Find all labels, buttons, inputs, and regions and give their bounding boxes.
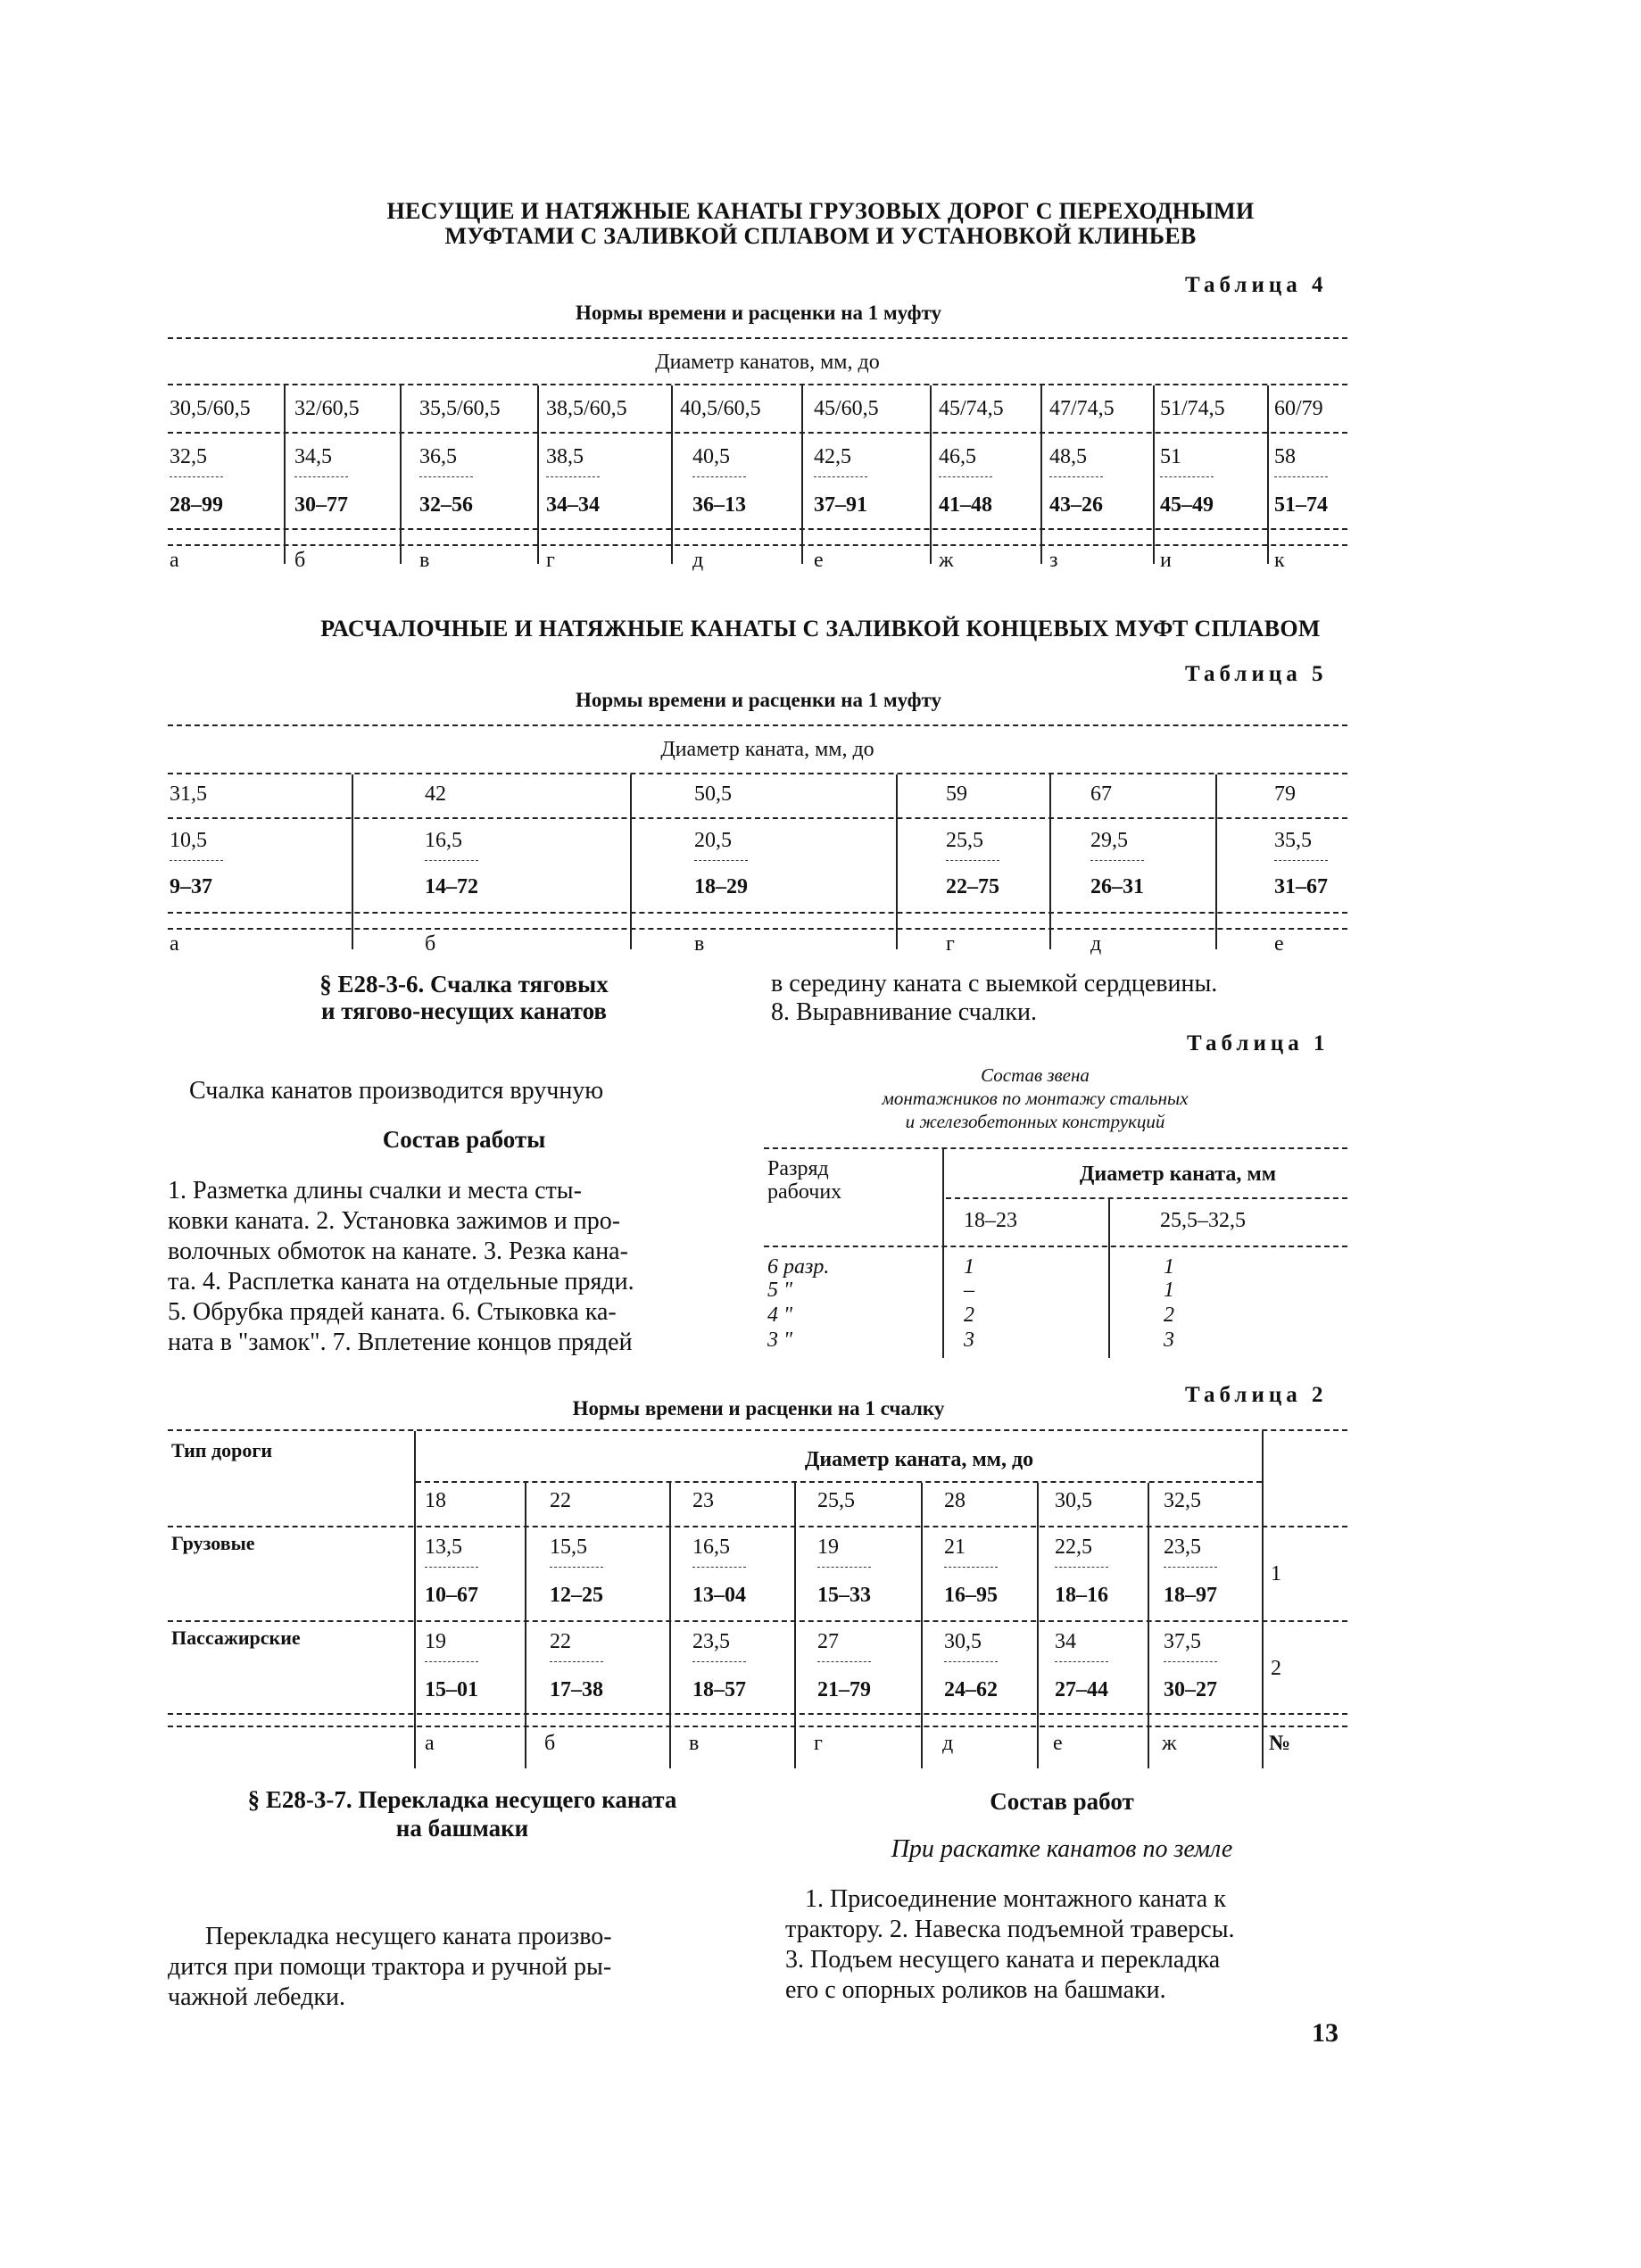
table4-diameter: 51/74,5 [1160, 397, 1225, 420]
table2-norm: 27 [817, 1630, 839, 1653]
table1-rule [764, 1246, 1347, 1247]
table1-col1-header: рабочих [767, 1180, 842, 1204]
table4-divider [801, 385, 803, 564]
table2-fraction-line [550, 1661, 603, 1662]
table4-diameter: 60/79 [1274, 397, 1323, 420]
table5-key: е [1274, 932, 1284, 956]
table1-rank: 3 " [767, 1329, 793, 1352]
table2-type-header: Тип дороги [171, 1439, 273, 1461]
table4-rule [168, 384, 1347, 385]
table4-norm: 40,5 [692, 445, 730, 468]
table4-fraction-line [814, 476, 867, 477]
table2-fraction-line [425, 1661, 478, 1662]
table5-key: г [946, 932, 955, 956]
table5-divider [630, 774, 632, 949]
table2-key: ж [1162, 1732, 1177, 1755]
table4-key: ж [939, 549, 954, 572]
table2-price: 15–33 [817, 1584, 871, 1607]
table2-fraction-line [692, 1567, 746, 1568]
table5-rule [168, 912, 1347, 914]
table4-norm: 51 [1160, 445, 1181, 468]
table4-diameter: 45/60,5 [814, 397, 879, 420]
table4-norm: 46,5 [939, 445, 976, 468]
table1-count: 2 [964, 1304, 974, 1327]
table1-rank: 4 " [767, 1304, 793, 1327]
table4-fraction-line [419, 476, 473, 477]
e2837-text-line: Перекладка несущего каната произво- [205, 1923, 612, 1950]
table2-diameter: 28 [944, 1489, 966, 1512]
table2-caption: Нормы времени и расценки на 1 счалку [572, 1397, 945, 1420]
table2-diameter: 30,5 [1055, 1489, 1092, 1512]
table4-diameter: 40,5/60,5 [680, 397, 761, 420]
table4-norm: 38,5 [546, 445, 584, 468]
e2837-work-title: Состав работ [990, 1788, 1134, 1815]
table2-price: 18–16 [1055, 1584, 1108, 1607]
table4-norm: 36,5 [419, 445, 457, 468]
e2836-title-line1: § Е28-3-6. Счалка тяговых [319, 971, 609, 997]
table2-price: 16–95 [944, 1584, 998, 1607]
table4-divider [284, 385, 286, 564]
table2-fraction-line [1164, 1567, 1217, 1568]
table1-count: 1 [1164, 1279, 1174, 1302]
e2836-work-line: 5. Обрубка прядей каната. 6. Стыковка ка- [168, 1298, 617, 1326]
table4-fraction-line [1049, 476, 1103, 477]
table5-rule [168, 773, 1347, 774]
table1-count: 1 [964, 1255, 974, 1279]
table1-divider [1108, 1199, 1110, 1358]
table5-key: в [694, 932, 705, 956]
table5-diameter: 79 [1274, 782, 1296, 806]
e2837-work-line: трактору. 2. Навеска подъемной траверсы. [785, 1916, 1235, 1943]
table1-rank: 6 разр. [767, 1255, 830, 1279]
table4-divider [930, 385, 932, 564]
table4-price: 36–13 [692, 493, 746, 517]
table5-diameter: 50,5 [694, 782, 732, 806]
table5-rule [168, 817, 1347, 819]
e2837-work-line: 3. Подъем несущего каната и перекладка [785, 1946, 1221, 1974]
table4-fraction-line [1160, 476, 1214, 477]
table2-number-key: № [1269, 1732, 1291, 1755]
table2-rule [168, 1429, 1347, 1431]
table2-norm: 19 [817, 1535, 839, 1559]
table4-diameter: 32/60,5 [294, 397, 360, 420]
e2836-continued-line: в середину каната с выемкой сердцевины. [771, 970, 1218, 997]
table2-type-passenger: Пассажирские [171, 1627, 301, 1649]
table2-label: Таблица 2 [1185, 1383, 1328, 1407]
table2-price: 24–62 [944, 1678, 998, 1701]
table1-col1-header: Разряд [767, 1157, 829, 1180]
table5-diameter: 67 [1090, 782, 1112, 806]
table2-fraction-line [1055, 1661, 1108, 1662]
table2-fraction-line [817, 1661, 871, 1662]
table5-label: Таблица 5 [1185, 662, 1328, 686]
table2-rule [168, 1620, 1347, 1622]
table1-count: 1 [1164, 1255, 1174, 1279]
e2837-title-line1: § Е28-3-7. Перекладка несущего каната [247, 1786, 677, 1813]
table5-price: 14–72 [425, 875, 478, 898]
table4-fraction-line [546, 476, 600, 477]
table4-price: 34–34 [546, 493, 600, 517]
section4-heading-line1: НЕСУЩИЕ И НАТЯЖНЫЕ КАНАТЫ ГРУЗОВЫХ ДОРОГ С ПЕРЕХОДНЫМИ [386, 198, 1255, 224]
table2-fraction-line [944, 1567, 998, 1568]
table2-price: 30–27 [1164, 1678, 1217, 1701]
table2-price: 12–25 [550, 1584, 603, 1607]
table4-fraction-line [294, 476, 348, 477]
table2-norm: 23,5 [692, 1630, 730, 1653]
table5-diameter: 31,5 [170, 782, 207, 806]
table4-fraction-line [1274, 476, 1328, 477]
table2-price: 27–44 [1055, 1678, 1108, 1701]
table4-divider [1153, 385, 1155, 564]
table1-sub-header: 18–23 [964, 1209, 1017, 1232]
table1-rule [946, 1197, 1347, 1199]
table4-key: г [546, 549, 555, 572]
table4-fraction-line [692, 476, 746, 477]
table1-rank: 5 " [767, 1279, 793, 1302]
table4-key: б [294, 549, 306, 572]
table5-caption: Нормы времени и расценки на 1 муфту [576, 689, 941, 711]
table5-fraction-line [170, 860, 223, 861]
table4-divider [671, 385, 673, 564]
table5-price: 22–75 [946, 875, 999, 898]
table4-divider [1267, 385, 1269, 564]
table2-fraction-line [692, 1661, 746, 1662]
table2-norm: 37,5 [1164, 1630, 1201, 1653]
e2836-work-line: ната в "замок". 7. Вплетение концов прядей [168, 1329, 633, 1356]
table5-price: 31–67 [1274, 875, 1328, 898]
table4-divider [400, 385, 402, 564]
table4-price: 51–74 [1274, 493, 1328, 517]
table1-count: 3 [964, 1329, 974, 1352]
table2-key: б [544, 1732, 556, 1755]
table2-fraction-line [817, 1567, 871, 1568]
table2-diameter: 32,5 [1164, 1489, 1201, 1512]
table2-key: д [942, 1732, 954, 1755]
table2-diameter: 23 [692, 1489, 714, 1512]
table2-divider [1262, 1431, 1264, 1768]
table4-norm: 32,5 [170, 445, 207, 468]
table2-diameter: 22 [550, 1489, 571, 1512]
table5-norm: 35,5 [1274, 829, 1312, 852]
table2-fraction-line [1164, 1661, 1217, 1662]
table2-norm: 22 [550, 1630, 571, 1653]
table4-price: 32–56 [419, 493, 473, 517]
table1-divider [942, 1149, 944, 1358]
table2-norm: 13,5 [425, 1535, 462, 1559]
e2837-text-line: чажной лебедки. [168, 1983, 345, 2011]
table5-divider [352, 774, 353, 949]
table4-diameter: 35,5/60,5 [419, 397, 501, 420]
table4-rule [168, 337, 1347, 339]
table2-key: а [425, 1732, 435, 1755]
table2-row-number: 2 [1271, 1657, 1281, 1680]
table4-key: к [1274, 549, 1285, 572]
table5-key: б [425, 932, 436, 956]
e2836-work-line: та. 4. Расплетка каната на отдельные пряди. [168, 1268, 634, 1295]
table2-key: г [814, 1732, 823, 1755]
table5-fraction-line [694, 860, 748, 861]
table4-price: 41–48 [939, 493, 992, 517]
table5-fraction-line [946, 860, 999, 861]
table4-fraction-line [170, 476, 223, 477]
table2-norm: 34 [1055, 1630, 1076, 1653]
table4-rule [168, 528, 1347, 530]
table5-rule [168, 928, 1347, 930]
table5-price: 26–31 [1090, 875, 1144, 898]
table2-norm: 21 [944, 1535, 966, 1559]
table2-diameter: 18 [425, 1489, 446, 1512]
table4-caption: Нормы времени и расценки на 1 муфту [576, 302, 941, 324]
table2-fraction-line [425, 1567, 478, 1568]
table2-norm: 30,5 [944, 1630, 982, 1653]
table5-key: а [170, 932, 179, 956]
table2-fraction-line [1055, 1567, 1108, 1568]
table5-divider [896, 774, 898, 949]
table5-norm: 16,5 [425, 829, 462, 852]
table2-fraction-line [550, 1567, 603, 1568]
table2-rule [168, 1526, 1347, 1527]
table4-price: 45–49 [1160, 493, 1214, 517]
table2-row-number: 1 [1271, 1562, 1281, 1585]
table5-price: 18–29 [694, 875, 748, 898]
table2-price: 17–38 [550, 1678, 603, 1701]
table1-rule [764, 1147, 1347, 1149]
table2-header: Диаметр каната, мм, до [804, 1448, 1034, 1471]
table4-norm: 58 [1274, 445, 1296, 468]
table4-diameter: 38,5/60,5 [546, 397, 627, 420]
table2-price: 18–97 [1164, 1584, 1217, 1607]
table5-rule [168, 724, 1347, 726]
table5-fraction-line [425, 860, 478, 861]
table4-price: 37–91 [814, 493, 867, 517]
e2837-text-line: дится при помощи трактора и ручной ры- [168, 1953, 612, 1981]
table2-diameter: 25,5 [817, 1489, 855, 1512]
table4-diameter: 47/74,5 [1049, 397, 1115, 420]
e2837-work-line: его с опорных роликов на башмаки. [785, 1976, 1166, 2004]
table5-fraction-line [1090, 860, 1144, 861]
table1-sub-header: 25,5–32,5 [1160, 1209, 1246, 1232]
table2-fraction-line [944, 1661, 998, 1662]
table2-price: 10–67 [425, 1584, 478, 1607]
section4-heading-line2: МУФТАМИ С ЗАЛИВКОЙ СПЛАВОМ И УСТАНОВКОЙ КЛИНЬЕВ [444, 223, 1197, 249]
table4-label: Таблица 4 [1185, 273, 1328, 297]
table5-divider [1049, 774, 1051, 949]
table4-fraction-line [939, 476, 992, 477]
table2-norm: 16,5 [692, 1535, 730, 1559]
table4-price: 30–77 [294, 493, 348, 517]
table4-norm: 42,5 [814, 445, 851, 468]
table4-key: и [1160, 549, 1172, 572]
table1-count: 2 [1164, 1304, 1174, 1327]
table4-key: е [814, 549, 824, 572]
e2836-work-line: волочных обмоток на канате. 3. Резка кана- [168, 1237, 628, 1265]
table4-price: 43–26 [1049, 493, 1103, 517]
section5-heading: РАСЧАЛОЧНЫЕ И НАТЯЖНЫЕ КАНАТЫ С ЗАЛИВКОЙ КОНЦЕВЫХ МУФТ СПЛАВОМ [320, 616, 1321, 641]
table5-key: д [1090, 932, 1102, 956]
table2-norm: 22,5 [1055, 1535, 1092, 1559]
e2836-work-line: ковки каната. 2. Установка зажимов и про- [168, 1207, 621, 1235]
table4-rule [168, 544, 1347, 546]
table4-diameter: 45/74,5 [939, 397, 1004, 420]
table4-divider [537, 385, 539, 564]
table4-key: в [419, 549, 430, 572]
table2-price: 21–79 [817, 1678, 871, 1701]
table4-price: 28–99 [170, 493, 223, 517]
table5-norm: 10,5 [170, 829, 207, 852]
table1-group-header: Диаметр каната, мм [1079, 1163, 1277, 1186]
table5-divider [1215, 774, 1217, 949]
table1-label: Таблица 1 [1187, 1031, 1330, 1055]
table2-price: 13–04 [692, 1584, 746, 1607]
e2837-work-line: 1. Присоединение монтажного каната к [805, 1885, 1226, 1913]
table4-norm: 48,5 [1049, 445, 1087, 468]
table5-diameter: 59 [946, 782, 967, 806]
table4-key: д [692, 549, 704, 572]
table1-count: – [964, 1279, 974, 1302]
table2-key: е [1053, 1732, 1063, 1755]
table2-price: 18–57 [692, 1678, 746, 1701]
table5-price: 9–37 [170, 875, 212, 898]
e2836-work-title: Состав работы [382, 1126, 546, 1153]
table2-rule [416, 1481, 1262, 1483]
table4-key: з [1049, 549, 1058, 572]
table4-header: Диаметр канатов, мм, до [655, 351, 880, 374]
table4-diameter: 30,5/60,5 [170, 397, 251, 420]
table5-fraction-line [1274, 860, 1328, 861]
table1-count: 3 [1164, 1329, 1174, 1352]
page-number: 13 [1312, 2018, 1338, 2048]
table2-key: в [689, 1732, 700, 1755]
table4-key: а [170, 549, 179, 572]
table4-norm: 34,5 [294, 445, 332, 468]
e2836-intro: Счалка канатов производится вручную [189, 1077, 604, 1105]
e2836-continued-line: 8. Выравнивание счалки. [771, 998, 1037, 1026]
table5-diameter: 42 [425, 782, 446, 806]
table1-caption-line2: монтажников по монтажу стальных [882, 1088, 1189, 1109]
table5-norm: 25,5 [946, 829, 983, 852]
table4-rule [168, 432, 1347, 434]
e2837-work-subtitle: При раскатке канатов по земле [891, 1835, 1233, 1863]
e2836-title-line2: и тягово-несущих канатов [320, 997, 608, 1024]
table4-divider [1040, 385, 1042, 564]
table2-norm: 15,5 [550, 1535, 587, 1559]
table2-price: 15–01 [425, 1678, 478, 1701]
table1-caption-line1: Состав звена [981, 1064, 1090, 1086]
e2837-title-line2: на башмаки [395, 1815, 529, 1842]
table5-norm: 20,5 [694, 829, 732, 852]
table2-type-cargo: Грузовые [171, 1532, 255, 1554]
table5-header: Диаметр каната, мм, до [660, 738, 874, 761]
table5-norm: 29,5 [1090, 829, 1128, 852]
table2-rule [168, 1726, 1347, 1727]
table1-caption-line3: и железобетонных конструкций [905, 1111, 1165, 1132]
table2-norm: 19 [425, 1630, 446, 1653]
table2-norm: 23,5 [1164, 1535, 1201, 1559]
table2-rule [168, 1713, 1347, 1715]
e2836-work-line: 1. Разметка длины счалки и места сты- [168, 1177, 582, 1204]
